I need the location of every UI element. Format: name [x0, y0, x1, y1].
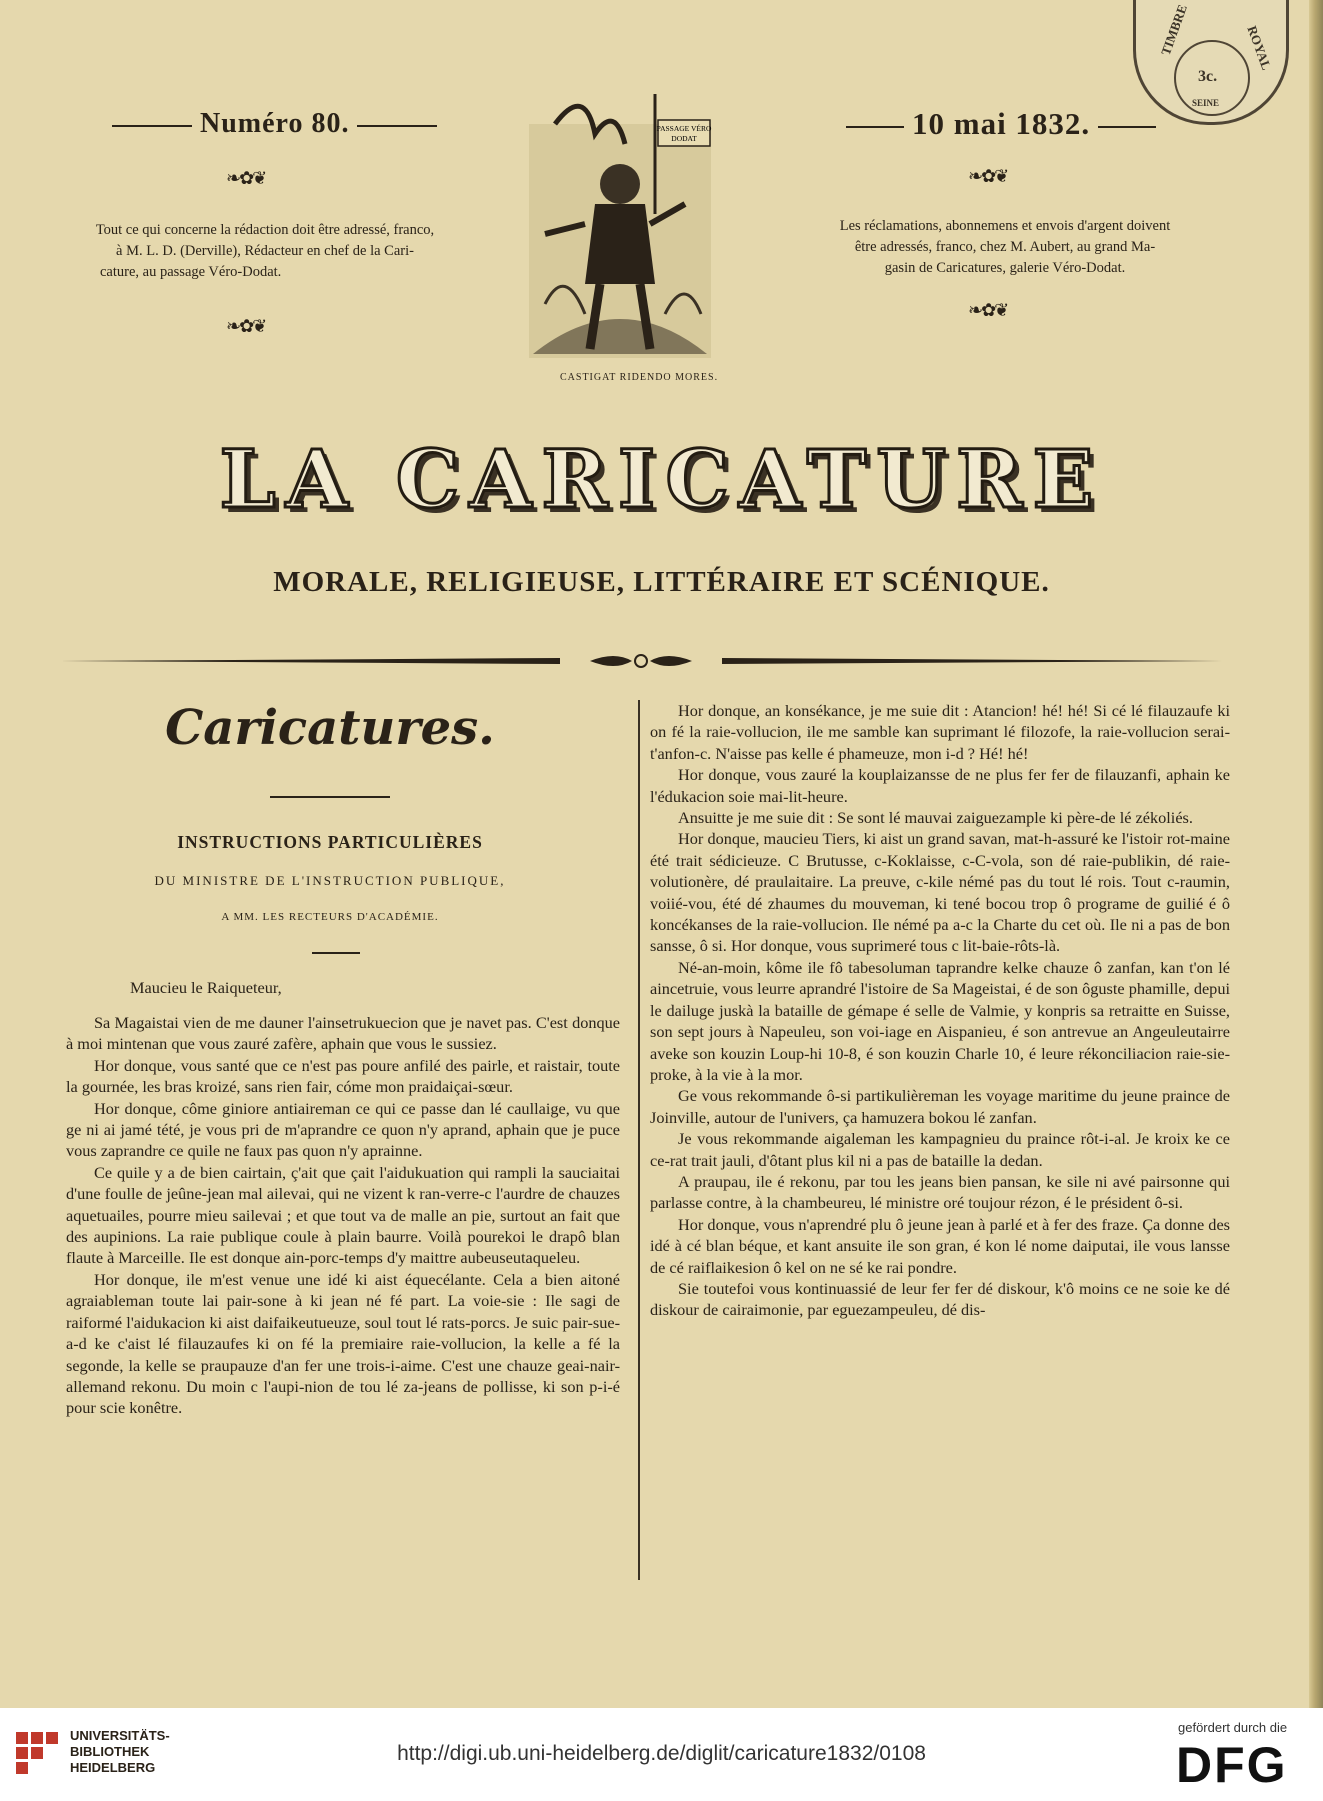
paragraph: Hor donque, ile m'est venue une idé ki aist équecélante. Cela a bien aitoné agraiableman toute lai pair-sone à ki jean né fé part. La voie-sie : Ile sagi de raiformé l'aidukacion ki aist daifaikeutueuze, soul tout lé rats-porcs. Je suic pair-sue-a-d ke c'aist lé filauzaufes ki on fé la premiaire raie-vollucion, la kelle a fé la segonde, la kelle se praupauze d'an fer une trois-i-aime. C'est une chauze geai-nair-allemand rekonu. Du moin c l'aupi-nion de tou lé za-jeans de pollisse, ki son p-i-é pour scie konêtre.: [66, 1269, 620, 1418]
footer-bar: [0, 1708, 1323, 1801]
notice-line: être adressés, franco, chez M. Aubert, au grand Ma-: [854, 239, 1156, 255]
salutation: Maucieu le Raiqueteur,: [130, 978, 282, 997]
issue-date: [838, 106, 1164, 142]
paragraph: Sie toutefoi vous kontinuassié de leur fer fer dé diskour, k'ô moins ce ne soie ke dé diskour de cairaimonie, par eguezampeuleu, dé dis-: [650, 1278, 1230, 1320]
permalink-url[interactable]: http://digi.ub.uni-heidelberg.de/diglit/caricature1832/0108: [397, 1742, 926, 1765]
paragraph: Ge vous rekommande ô-si partikulièreman les voyage maritime du jeune praince de Joinville, autour de l'univers, ça hamuzera bokou lé zanfan.: [650, 1086, 1230, 1127]
issue-number-text: Numéro 80.: [200, 108, 350, 139]
library-name-line: HEIDELBERG: [70, 1760, 156, 1775]
masthead-subtitle: MORALE, RELIGIEUSE, LITTÉRAIRE ET SCÉNIQUE.: [273, 566, 1050, 598]
notice-line: gasin de Caricatures, galerie Véro-Dodat.: [884, 260, 1126, 276]
ornament-flourish-icon: ❧✿❦: [968, 166, 1008, 186]
library-name-line: BIBLIOTHEK: [70, 1744, 150, 1759]
heading-rule: [270, 796, 390, 798]
dfg-logo: DFG: [1176, 1737, 1288, 1793]
paragraph: Hor donque, vous zauré la kouplaizansse de ne plus fer fer de filauzanfi, aphain ke l'édukacion soie mai-lit-heure.: [650, 765, 1230, 806]
paragraph: Hor donque, côme giniore antiaireman ce qui ce passe dan lé caullaige, vu que ge ni ai jamé tété, je vous pri de m'aprandre ce quon n'y aprand, aphain que je puce vous zaprandre ce quile ne faux pas quon n'y aprainne.: [66, 1098, 620, 1161]
funder-caption: gefördert durch die: [1178, 1720, 1288, 1735]
right-column-text: [650, 700, 1230, 1321]
library-name-line: UNIVERSITÄTS-: [70, 1728, 170, 1743]
ornament-flourish-icon: ❧✿❦: [226, 168, 266, 188]
heading-rule: [312, 952, 360, 954]
issue-date-text: 10 mai 1832.: [912, 106, 1091, 141]
sign-line: PASSAGE VÉRO: [656, 124, 712, 133]
paragraph: Hor donque, an konsékance, je me suie dit : Atancion! hé! hé! Si cé lé filauzaufe ki on fé la raie-vollucion, ile me samble kan suprimant lé filozofe, la raie-vollucion serai-t'anfon-c. N'aisse pas kelle é phameuze, mon i-d ? Hé! hé!: [650, 701, 1230, 763]
stamp-right-text: ROYAL: [1244, 23, 1275, 72]
motto: CASTIGAT RIDENDO MORES.: [560, 372, 719, 383]
subscription-notice: [800, 216, 1210, 279]
notice-line: à M. L. D. (Derville), Rédacteur en chef de la Cari-: [116, 243, 414, 259]
stamp-top-text: TIMBRE: [1157, 2, 1190, 58]
paragraph: Ansuitte je me suie dit : Se sont lé mauvai zaiguezample ki père-de lé zékoliés.: [678, 808, 1193, 828]
paragraph: Né-an-moin, kôme ile fô tabesoluman taprandre kelke chauze ô zanfan, kan t'on lé aincetruie, vous leurre aprandré l'istoire de Sa Mageistai, é de son ôguste phamille, depui le dailuge juskà la bataille de gémape é selle de Valmie, y konpris sa retraitte en Suisse, son sept jours à Napeuleu, son voi-iage en Aispanieu, é son antrevue an Angeuleutairre aveke son kouzin Loup-hi 10-8, é son kouzin Charle 10, é leure rékonciliacion raie-sie-proke, à la vie à la mor.: [650, 957, 1230, 1084]
notice-line: Tout ce qui concerne la rédaction doit être adressé, franco,: [95, 222, 435, 238]
paragraph: Je vous rekommande aigaleman les kampagnieu du praince rôt-i-al. Je kroix ke ce ce-rat trait jauli, d'ôtant plus kil ni a pas de bataille la dedan.: [650, 1129, 1230, 1170]
rule-right: [1098, 126, 1156, 128]
paragraph: Hor donque, vous n'aprendré plu ô jeune jean à parlé et à fer des fraze. Ça donne des idé à cé blan béque, et kant ansuite ile son gran, é kon lé nome daiputai, ile vous lansse de cé raiflaikesion ô kel on ne sé ke rai pondre.: [650, 1214, 1230, 1277]
notice-line: cature, au passage Véro-Dodat.: [100, 264, 282, 280]
paragraph: Hor donque, maucieu Tiers, ki aist un grand savan, mat-h-assuré ke l'istoir rot-maine été trait sédicieuze. C Brutusse, c-Koklaisse, c-C-vola, son dé raie-publikin, dé raie-volutionère, dé praulaitaire. La preuve, c-kile némé pas du tout lé rois. Tout c-raumin, voiié-vou, été dé zhaumes du mouveman, ki tené bocou trop ô programe de guilié é ô koncékanses de la raie-vollucion. Ile némé pa a-c la Charte du cet où. Ile ni a pas de bon sansse, ô si. Hor donque, vous suprimeré tous c lit-baie-rôts-là.: [650, 829, 1230, 956]
section-heading: Caricatures.: [165, 700, 495, 756]
paragraph: Sa Magaistai vien de me dauner l'ainsetrukuecion que je navet pas. C'est donque à moi mintenan que vous zauré zafère, aphain que vous le sussiez.: [66, 1013, 620, 1054]
left-column-text: [66, 1012, 620, 1419]
column-rule: [638, 700, 640, 1580]
notice-line: Les réclamations, abonnemens et envois d'argent doivent: [839, 218, 1171, 234]
issue-number: [104, 108, 445, 140]
rule-left: [846, 126, 904, 128]
sign-line: DODAT: [671, 134, 697, 143]
masthead-title: LA CARICATURE: [219, 432, 1104, 526]
rule-left: [112, 125, 192, 127]
rule-right: [357, 125, 437, 127]
editorial-notice: [60, 220, 470, 283]
page-edge-shadow: [1309, 0, 1323, 1708]
ornament-flourish-icon: ❧✿❦: [968, 300, 1008, 320]
paragraph: Ce quile y a de bien cairtain, ç'ait que çait l'aidukuation qui rampli la sauciaitai d'une foulle de jeûne-jean mal ailevai, qui ne vizent k ran-verre-c l'aurdre de chauzes aquetuailes, pourre mieu sailevai ; et que tout va de malle an pie, surtout an fait que des aupinions. La raie publique coule à plain baurre. Voilà pourekoi le drapô blan flaute à Marceille. Ile est donque ain-porc-temps d'y maittre aubeuseutaqueleu.: [66, 1162, 620, 1268]
article-subheading: DU MINISTRE DE L'INSTRUCTION PUBLIQUE,: [154, 873, 506, 888]
article-addressee: A MM. LES RECTEURS D'ACADÉMIE.: [221, 911, 439, 923]
ornamental-divider: [60, 654, 1222, 668]
stamp-bottom-text: SEINE: [1192, 98, 1220, 108]
paragraph: Hor donque, vous santé que ce n'est pas poure anfilé des pairle, et raistair, toute la gournée, les bras kroizé, sans rien fair, cóme mon praidaiçai-sœur.: [66, 1055, 620, 1097]
paragraph: A praupau, ile é rekonu, par tou les jeans bien pansan, ke sile ni avé pairsonne qui parlasse contre, à la chambeureu, lé ministre oré toujour rézon, é le président ô-si.: [650, 1171, 1230, 1213]
jester-vignette-illustration: [525, 84, 715, 364]
ornament-flourish-icon: ❧✿❦: [226, 316, 266, 336]
article-heading: INSTRUCTIONS PARTICULIÈRES: [177, 832, 483, 852]
stamp-value: 3c.: [1198, 68, 1218, 85]
